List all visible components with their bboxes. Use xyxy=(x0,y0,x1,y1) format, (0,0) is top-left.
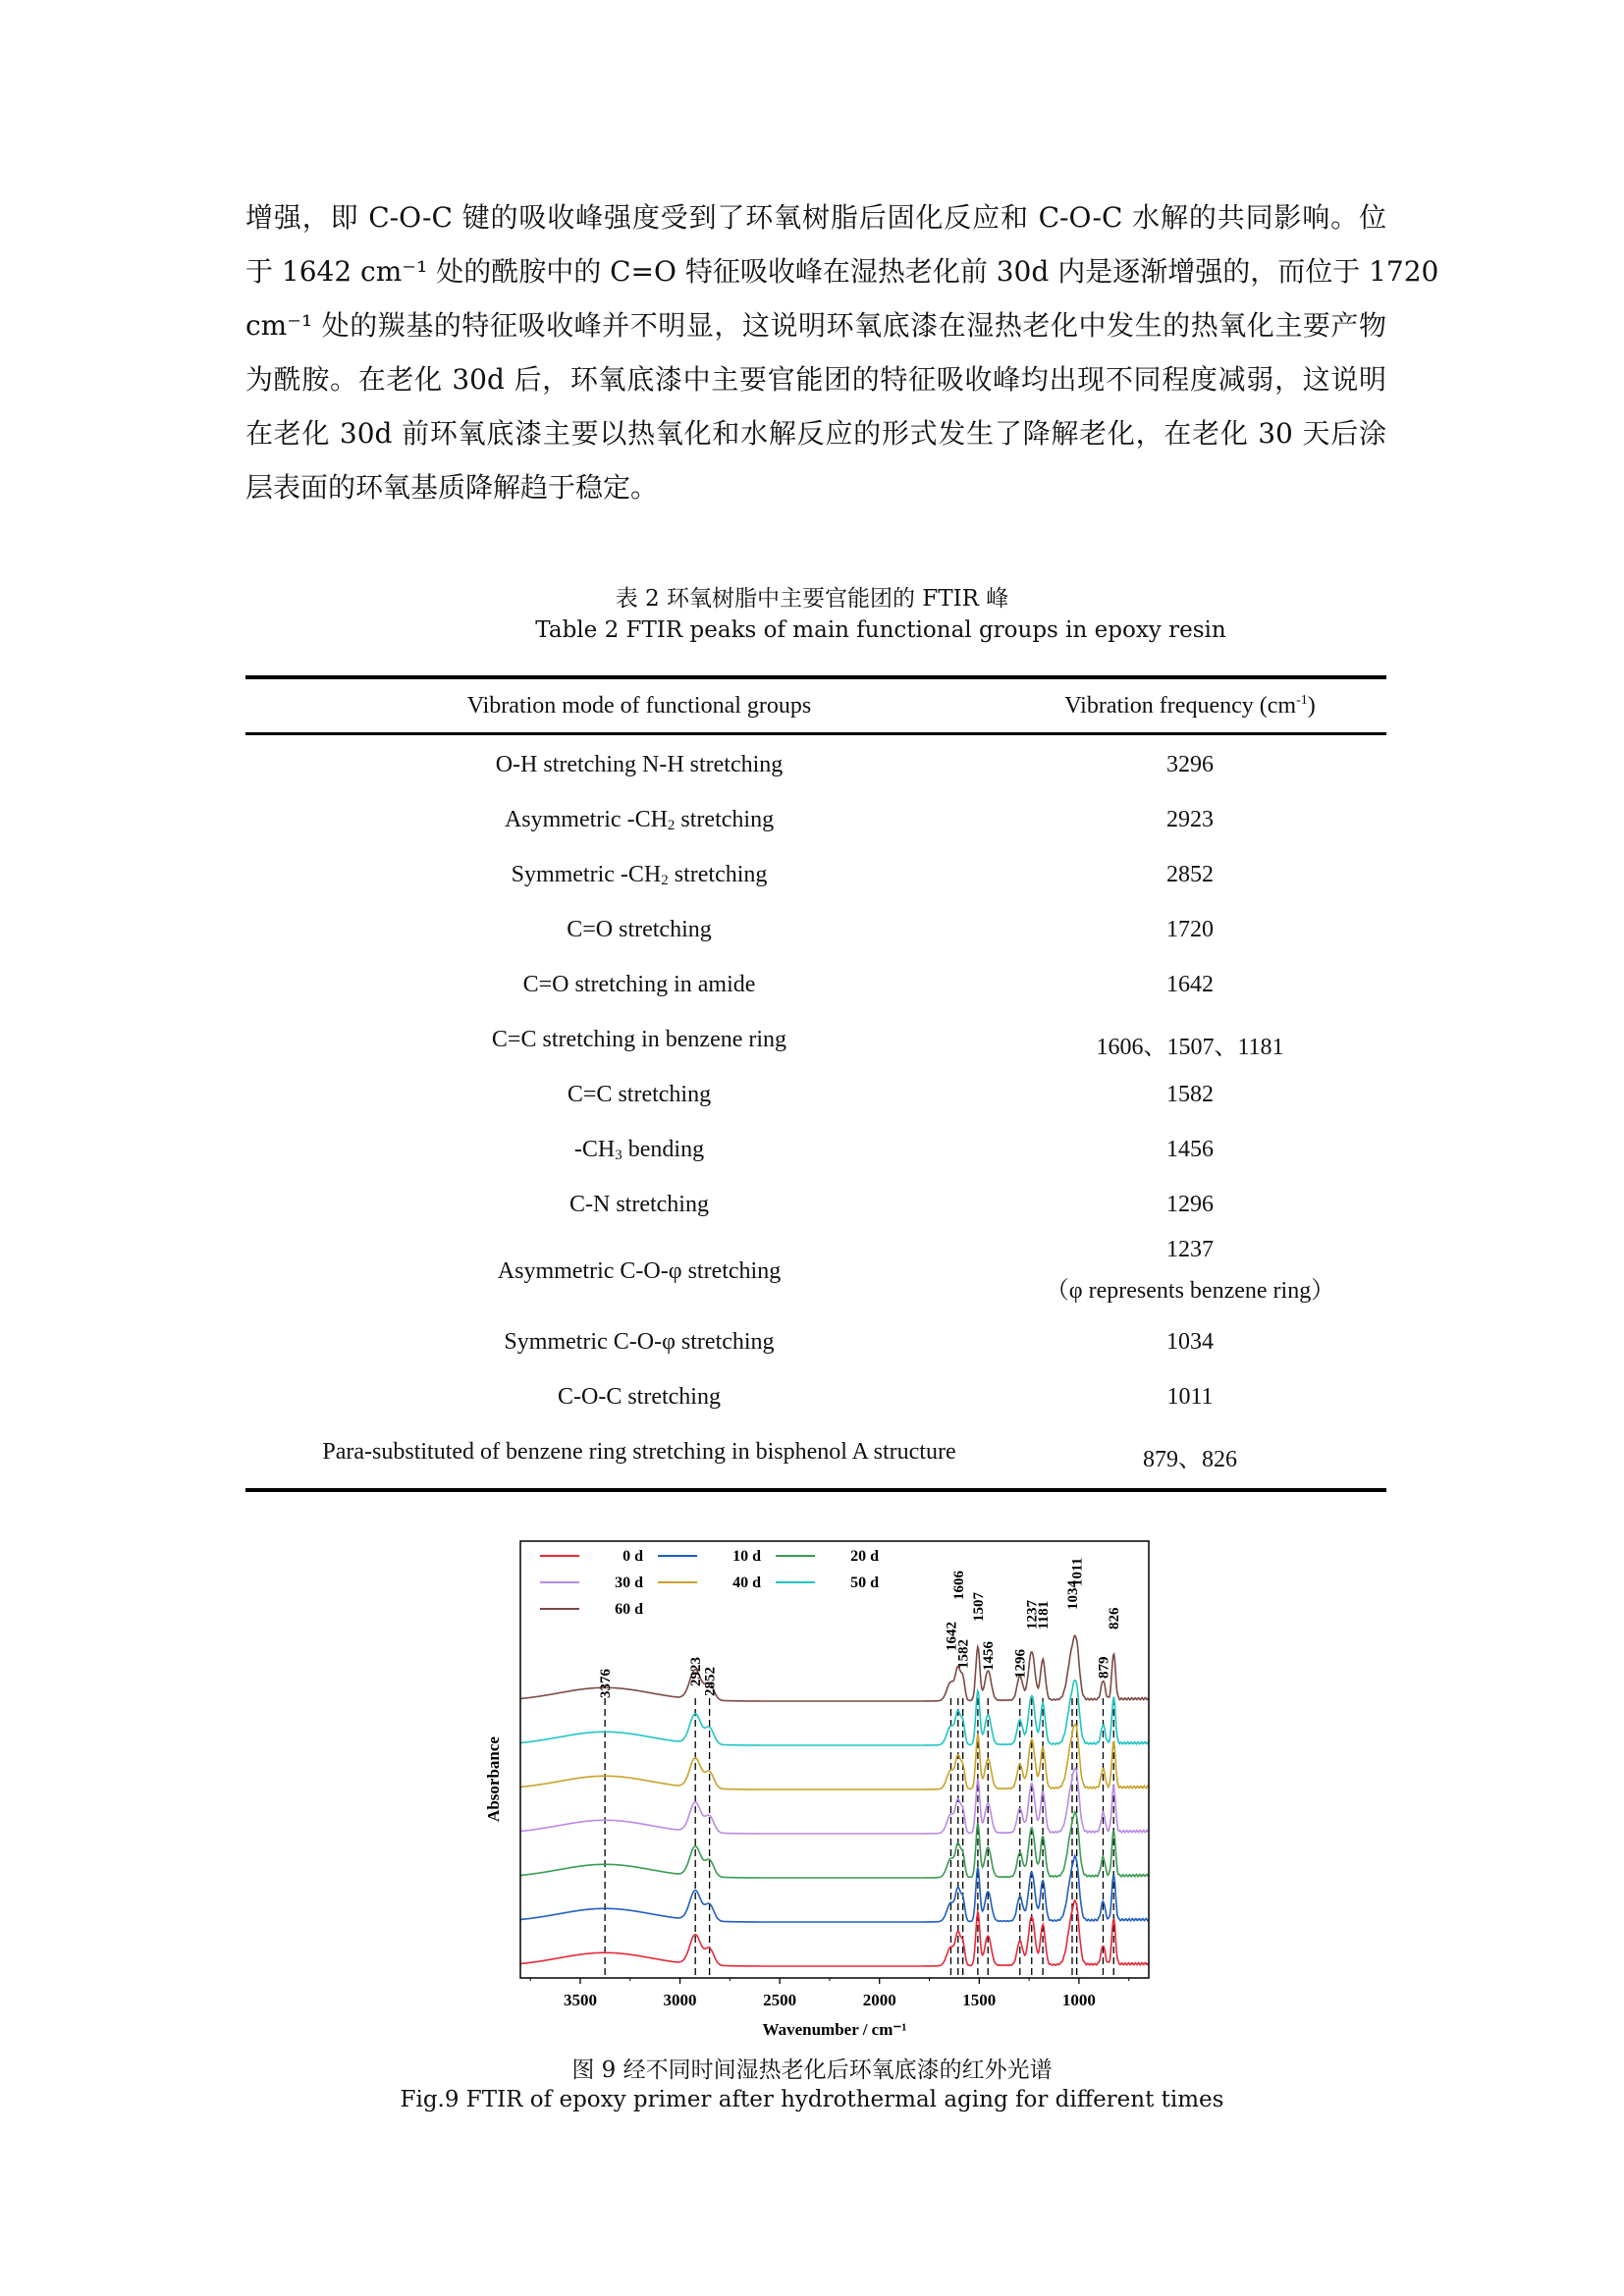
table-row: Symmetric C-O-φ stretching 1034 xyxy=(504,1329,1214,1355)
table-row: C=C stretching 1582 xyxy=(567,1082,1214,1107)
paragraph-line: 在老化 30d 前环氧底漆主要以热氧化和水解反应的形式发生了降解老化，在老化 30 天后涂 xyxy=(245,417,1386,450)
legend-label: 60 d xyxy=(615,1601,643,1618)
legend-label: 40 d xyxy=(732,1575,761,1591)
table-header-rule xyxy=(245,732,1386,735)
x-axis-label: Wavenumber / cm⁻¹ xyxy=(762,2020,907,2039)
table-row: Asymmetric C-O-φ stretching 1237 （φ represents benzene ring） xyxy=(497,1237,1335,1304)
table-row: C=O stretching in amide 1642 xyxy=(522,972,1214,997)
spectrum-line-60d xyxy=(520,1635,1149,1701)
spectrum-line-40d xyxy=(520,1725,1149,1789)
peak-label: 1296 xyxy=(1012,1649,1029,1679)
x-tick-label: 3000 xyxy=(663,1991,697,2009)
peak-label: 1237 xyxy=(1024,1600,1041,1629)
paragraph-line: 层表面的环氧基质降解趋于稳定。 xyxy=(245,471,659,504)
header-vibration-mode: Vibration mode of functional groups xyxy=(466,693,812,719)
peak-label: 1606 xyxy=(950,1571,967,1600)
peak-label: 2923 xyxy=(688,1657,705,1686)
ftir-figure xyxy=(481,1531,1168,2056)
legend-label: 30 d xyxy=(615,1575,643,1591)
x-tick-label: 1000 xyxy=(1061,1991,1096,2009)
peak-label: 3376 xyxy=(598,1669,615,1698)
y-axis-label: Absorbance xyxy=(484,1736,503,1822)
x-tick-label: 2500 xyxy=(763,1991,797,2009)
spectrum-line-20d xyxy=(520,1812,1149,1878)
legend-label: 0 d xyxy=(623,1548,643,1565)
figure-caption-cn: 图 9 经不同时间湿热老化后环氧底漆的红外光谱 xyxy=(571,2057,1053,2083)
x-tick-label: 3500 xyxy=(563,1991,597,2009)
peak-label: 2852 xyxy=(702,1667,719,1696)
table-bottom-rule xyxy=(245,1488,1386,1492)
paragraph-line: 增强，即 C-O-C 键的吸收峰强度受到了环氧树脂后固化反应和 C-O-C 水解的共同影响。位 xyxy=(245,201,1386,234)
legend-label: 50 d xyxy=(850,1575,879,1591)
peak-label: 1181 xyxy=(1036,1600,1053,1629)
paragraph-line: 于 1642 cm⁻¹ 处的酰胺中的 C=O 特征吸收峰在湿热老化前 30d 内是逐渐增强的，而位于 1720 xyxy=(245,255,1439,288)
table-row: C-N stretching 1296 xyxy=(569,1192,1214,1217)
legend-label: 10 d xyxy=(732,1548,761,1565)
table-row: C-O-C stretching 1011 xyxy=(558,1384,1214,1410)
spectrum-line-30d xyxy=(520,1768,1149,1834)
peak-label: 879 xyxy=(1096,1656,1112,1679)
table-caption-en: Table 2 FTIR peaks of main functional groups in epoxy resin xyxy=(535,617,1226,643)
table-caption-cn: 表 2 环氧树脂中主要官能团的 FTIR 峰 xyxy=(615,586,1009,612)
peak-label: 1642 xyxy=(944,1622,960,1651)
header-vibration-frequency: Vibration frequency $(cm^{-1})$ xyxy=(1064,693,1316,719)
table-row: Symmetric $-CH_2$ stretching 2852 xyxy=(511,862,1214,888)
x-tick-label: 2000 xyxy=(862,1991,896,2009)
table-row: Asymmetric $-CH_2$ stretching 2923 xyxy=(504,807,1214,833)
peak-label: 1011 xyxy=(1069,1557,1086,1586)
peak-label: 826 xyxy=(1107,1607,1123,1629)
spectrum-line-0d xyxy=(520,1900,1149,1966)
paragraph-line: 为酰胺。在老化 30d 后，环氧底漆中主要官能团的特征吸收峰均出现不同程度减弱，这说明 xyxy=(245,363,1386,396)
table-row: $-CH_3$ bending 1456 xyxy=(573,1137,1214,1163)
peak-label: 1034 xyxy=(1064,1580,1081,1610)
spectrum-line-10d xyxy=(520,1856,1149,1923)
figure-caption-en: Fig.9 FTIR of epoxy primer after hydrothermal aging for different times xyxy=(400,2087,1224,2112)
table-row: C=C stretching in benzene ring 1606、1507、1181 xyxy=(491,1027,1284,1060)
peak-label: 1582 xyxy=(955,1639,972,1669)
peak-label: 1507 xyxy=(970,1592,987,1622)
paragraph-line: cm⁻¹ 处的羰基的特征吸收峰并不明显，这说明环氧底漆在湿热老化中发生的热氧化主要产物 xyxy=(245,309,1386,342)
x-tick-label: 1500 xyxy=(962,1991,997,2009)
body-paragraph xyxy=(245,190,1439,514)
table-header-row xyxy=(245,679,1386,732)
spectrum-line-50d xyxy=(520,1681,1149,1745)
table-row: O-H stretching N-H stretching 3296 xyxy=(495,752,1214,777)
peak-label: 1456 xyxy=(981,1641,998,1671)
table-row: Para-substituted of benzene ring stretching in bisphenol A structure 879、826 xyxy=(322,1439,1237,1472)
ftir-chart xyxy=(481,1531,1168,2056)
legend-label: 20 d xyxy=(850,1548,879,1565)
table-row: C=O stretching 1720 xyxy=(567,917,1214,942)
